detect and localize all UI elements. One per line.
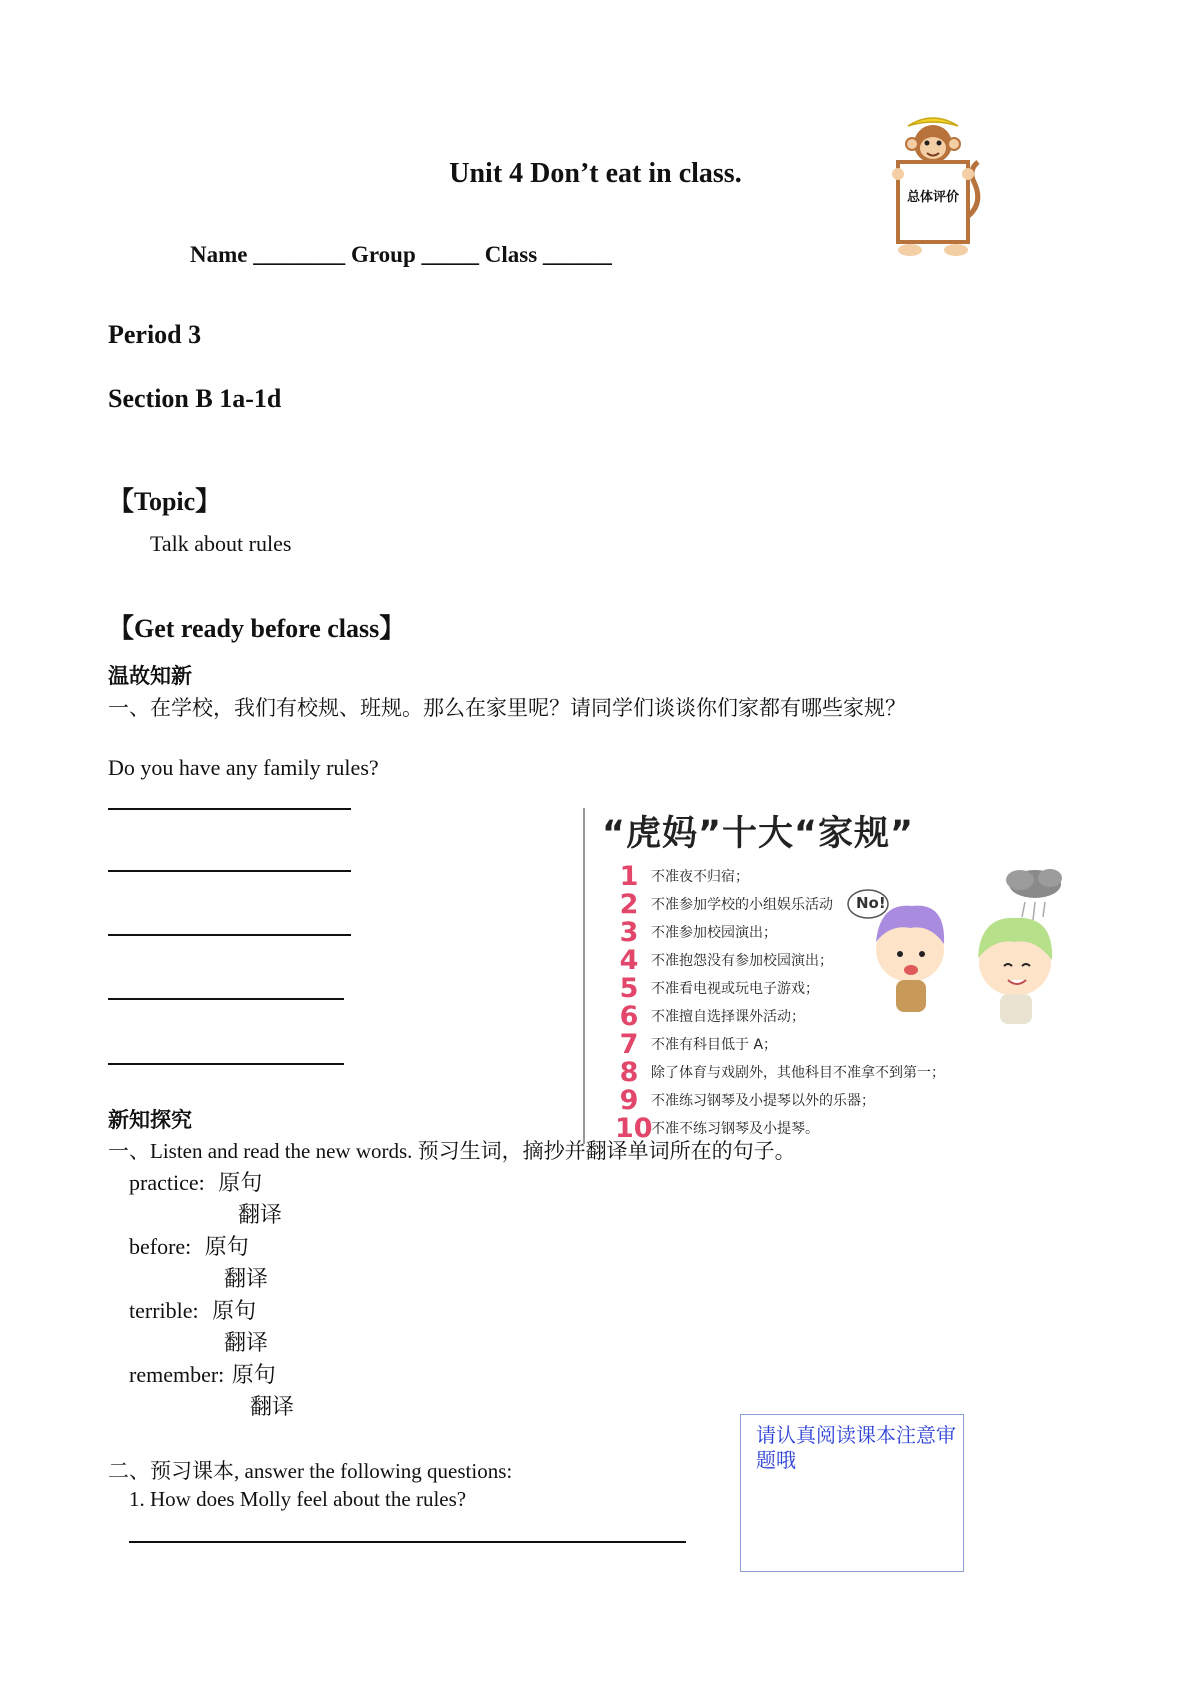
- word-remember: [129, 1358, 276, 1389]
- rule-number: 7: [619, 1028, 639, 1060]
- rule-text: 不准不练习钢琴及小提琴。: [651, 1121, 819, 1137]
- rule-number: 6: [619, 1000, 639, 1032]
- task1-instruction: 一、Listen and read the new words. 预习生词，摘抄并翻译单词所在的句子。: [108, 1139, 796, 1163]
- word-label: terrible:: [129, 1298, 199, 1323]
- family-rules-title: “虎妈”十大“家规”: [602, 814, 915, 854]
- period-heading: Period 3: [108, 320, 202, 349]
- rule-text: 不准有科目低于 A；: [651, 1037, 778, 1053]
- rule-number: 9: [619, 1084, 639, 1116]
- rule-item: [615, 1058, 945, 1086]
- evaluation-badge: [878, 112, 988, 262]
- original-sentence-label: 原句: [218, 1171, 263, 1196]
- question-1-answer-line[interactable]: [129, 1541, 686, 1543]
- question-1: 1. How does Molly feel about the rules?: [129, 1487, 467, 1511]
- rule-text: 不准看电视或玩电子游戏；: [651, 981, 819, 997]
- rule-text: 不准练习钢琴及小提琴以外的乐器；: [651, 1093, 875, 1109]
- answer-line[interactable]: [108, 870, 351, 872]
- get-ready-heading: 【Get ready before class】: [108, 614, 406, 643]
- name-group-class-line: Name ________ Group _____ Class ______: [190, 242, 612, 267]
- rule-number: 1: [619, 860, 639, 892]
- rule-text: 不准夜不归宿；: [651, 869, 749, 885]
- rule-item: [615, 974, 819, 1002]
- rule-text: 不准抱怨没有参加校园演出；: [651, 953, 833, 969]
- rule-text: 不准擅自选择课外活动；: [651, 1009, 805, 1025]
- reminder-note-box: [740, 1414, 964, 1572]
- section-heading: Section B 1a-1d: [108, 384, 282, 413]
- original-sentence-label: 原句: [212, 1299, 257, 1324]
- topic-text: Talk about rules: [150, 531, 292, 556]
- family-rules-question: Do you have any family rules?: [108, 755, 379, 780]
- rule-item: [615, 918, 777, 946]
- cartoon-kids-icon: [830, 862, 1080, 1032]
- rule-item: [615, 946, 833, 974]
- rule-item: [615, 1030, 777, 1058]
- translation-label: 翻译: [224, 1331, 269, 1356]
- evaluation-label: 总体评价: [906, 190, 959, 205]
- rule-number: 4: [619, 944, 639, 976]
- translation-label: 翻译: [250, 1395, 295, 1420]
- translation-label: 翻译: [224, 1267, 269, 1292]
- answer-line[interactable]: [108, 808, 351, 810]
- rule-number: 2: [619, 888, 639, 920]
- word-practice: [129, 1166, 262, 1197]
- rule-text: 不准参加学校的小组娱乐活动: [651, 897, 833, 913]
- rule-number: 5: [619, 972, 639, 1004]
- cartoon-kids-illustration: [830, 862, 1080, 1032]
- speech-bubble-text: No!: [856, 894, 886, 912]
- answer-line[interactable]: [108, 1063, 344, 1065]
- reminder-note-text: 请认真阅读课本注意审题哦: [756, 1423, 956, 1472]
- review-prompt: 一、在学校，我们有校规、班规。那么在家里呢？请同学们谈谈你们家都有哪些家规？: [108, 696, 906, 720]
- rule-number: 10: [615, 1112, 653, 1144]
- rule-item: [615, 1086, 875, 1114]
- word-label: practice:: [129, 1170, 205, 1195]
- original-sentence-label: 原句: [231, 1363, 276, 1388]
- word-label: before:: [129, 1234, 192, 1259]
- translation-label: 翻译: [238, 1203, 283, 1228]
- word-before: [129, 1230, 249, 1261]
- rule-item: [615, 1002, 805, 1030]
- rule-number: 3: [619, 916, 639, 948]
- answer-line[interactable]: [108, 998, 344, 1000]
- word-terrible: [129, 1294, 256, 1325]
- topic-heading: 【Topic】: [108, 487, 222, 516]
- page-title: Unit 4 Don’t eat in class.: [449, 158, 742, 189]
- rule-item: [615, 890, 833, 918]
- review-heading: 温故知新: [108, 664, 192, 688]
- word-label: remember:: [129, 1362, 225, 1387]
- answer-line[interactable]: [108, 934, 351, 936]
- original-sentence-label: 原句: [204, 1235, 249, 1260]
- panel-divider: [583, 808, 585, 1144]
- rule-item: [615, 862, 749, 890]
- rule-text: 除了体育与戏剧外，其他科目不准拿不到第一；: [651, 1065, 945, 1081]
- task2-instruction: 二、预习课本, answer the following questions:: [108, 1459, 513, 1483]
- rule-text: 不准参加校园演出；: [651, 925, 777, 941]
- new-knowledge-heading: 新知探究: [108, 1108, 192, 1132]
- rule-number: 8: [619, 1056, 639, 1088]
